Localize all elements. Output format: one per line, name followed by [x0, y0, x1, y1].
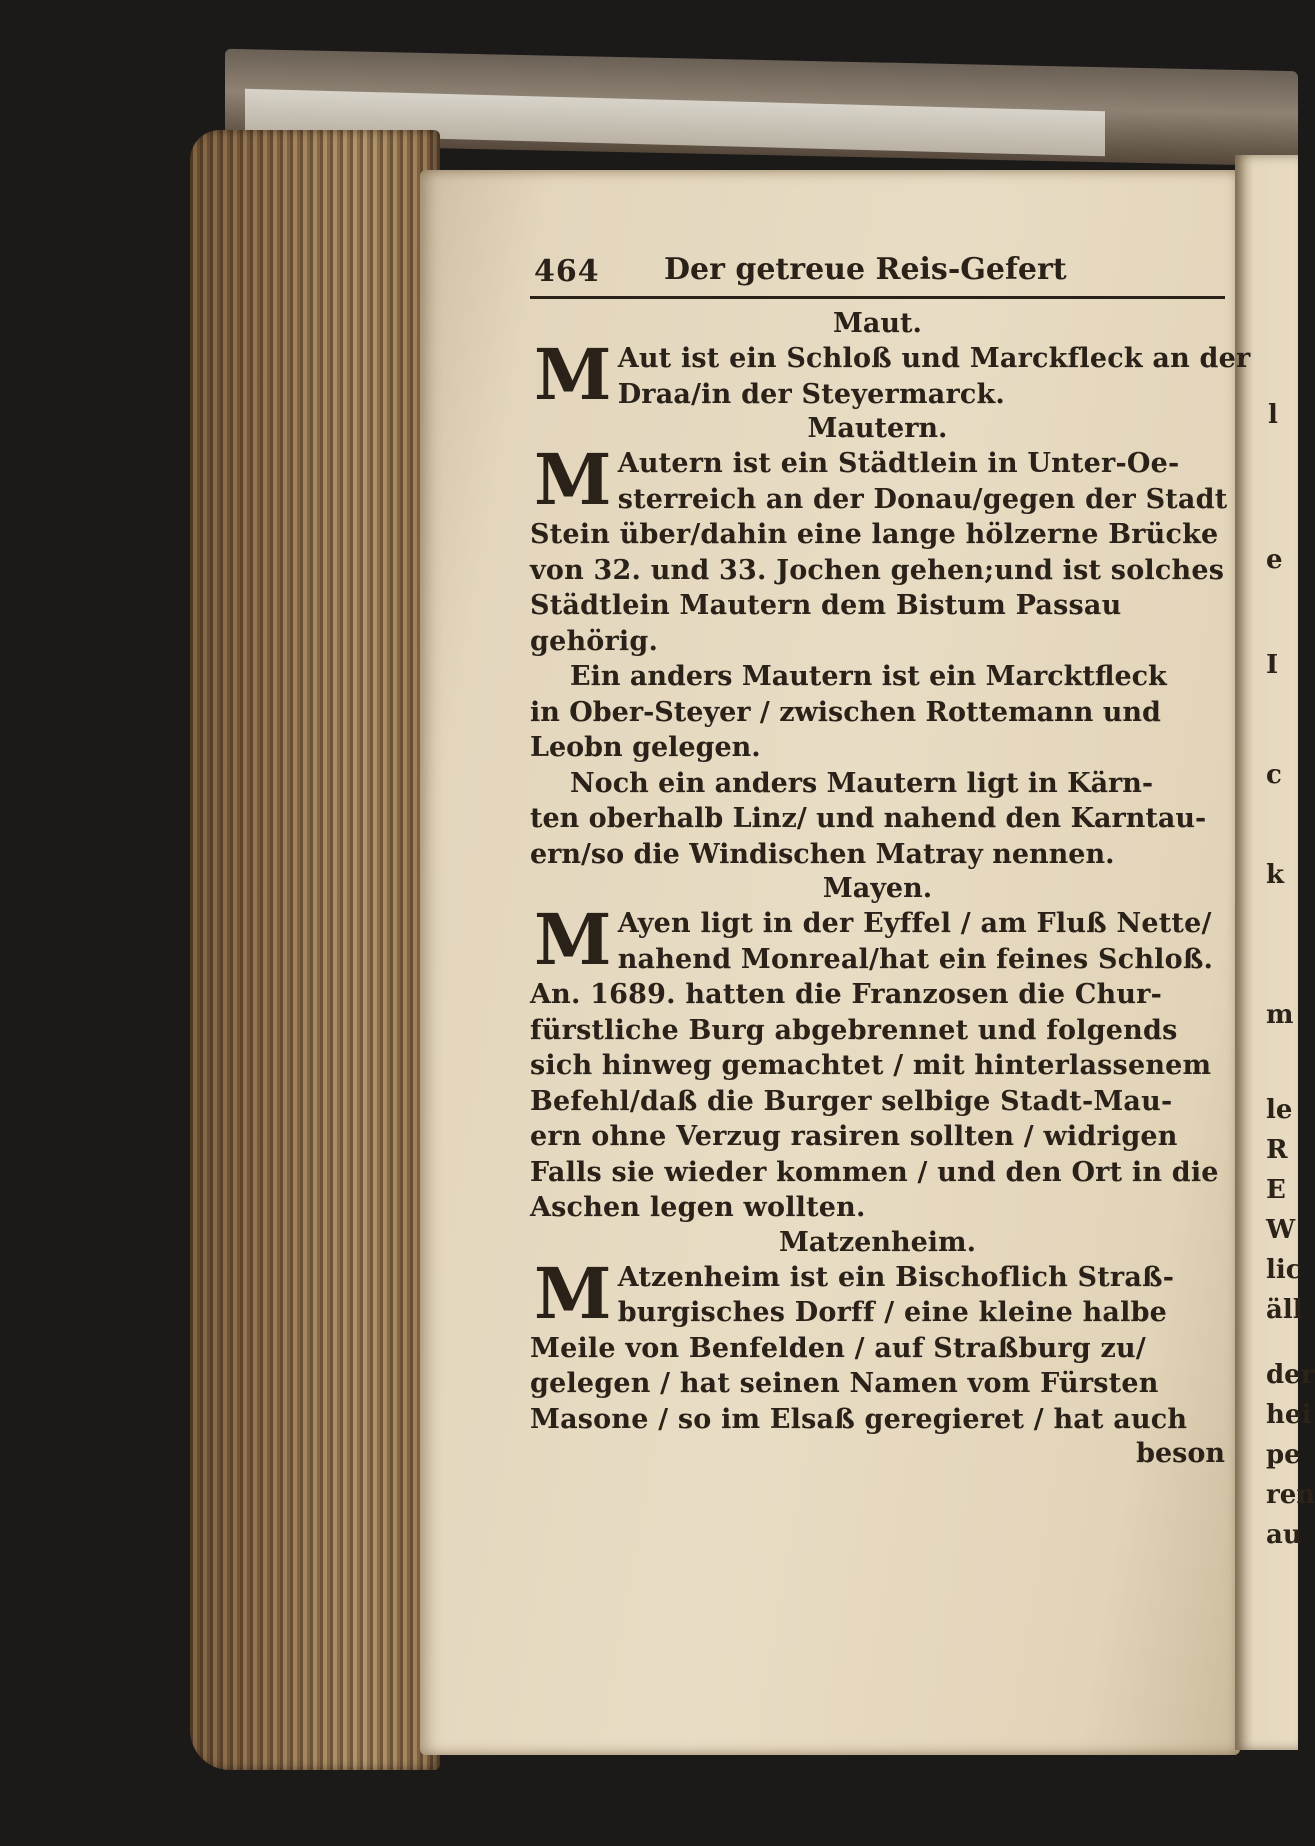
text-line: Städtlein Mautern dem Bistum Passau [530, 590, 1122, 621]
entry-mautern [530, 438, 1228, 659]
text-line: Falls sie wieder kommen / und den Ort in die [530, 1156, 1219, 1188]
text-line: Aschen legen wollten. [530, 1192, 866, 1223]
text-line: sterreich an der Donau/gegen der Stadt [617, 483, 1228, 515]
running-title: Der getreue Reis-Gefert [664, 252, 1067, 287]
drop-cap: M [534, 1251, 612, 1335]
text-line: Masone / so im Elsaß geregieret / hat auch [530, 1403, 1188, 1435]
entry-mayen [530, 898, 1225, 1226]
drop-cap: M [534, 898, 612, 981]
text-line: burgisches Dorff / eine kleine halbe [617, 1297, 1168, 1328]
text-line: von 32. und 33. Jochen gehen;und ist solches [530, 554, 1225, 586]
text-line: fürstliche Burg abgebrennet und folgends [530, 1014, 1178, 1046]
text-line: Meile von Benfelden / auf Straßburg zu/ [530, 1332, 1146, 1364]
text-line: sich hinweg gemachtet / mit hinterlassenem [530, 1050, 1212, 1081]
facing-fragment: au [1266, 1520, 1302, 1550]
entry-matzenheim [530, 1251, 1225, 1438]
text-line: ern ohne Verzug rasiren sollten / widrigen [530, 1121, 1178, 1152]
drop-cap: M [534, 438, 612, 521]
facing-fragment: pe [1266, 1440, 1301, 1470]
text-line: Noch ein anders Mautern ligt in Kärn- [570, 767, 1154, 799]
entry-heading: Matzenheim. [778, 1226, 977, 1258]
page-edges [190, 130, 440, 1770]
facing-fragment: le [1266, 1095, 1293, 1125]
entry-heading: Maut. [833, 308, 922, 339]
text-line: Atzenheim ist ein Bischoflich Straß- [617, 1261, 1175, 1293]
facing-fragment: W [1266, 1215, 1296, 1245]
running-head [530, 252, 1225, 299]
catchword: beson [1136, 1438, 1225, 1469]
facing-fragment: k [1266, 860, 1285, 890]
facing-fragment: c [1266, 760, 1282, 790]
facing-fragment: E [1266, 1175, 1286, 1205]
page-number: 464 [534, 254, 600, 289]
text-line: Stein über/dahin eine lange hölzerne Brücke [530, 519, 1219, 550]
facing-fragment: I [1266, 650, 1279, 680]
text-line: Draa/in der Steyermarck. [617, 378, 1006, 410]
entry-heading: Mautern. [807, 413, 948, 444]
text-line: An. 1689. hatten die Franzosen die Chur- [530, 979, 1163, 1010]
facing-fragment: äll [1266, 1295, 1303, 1325]
facing-fragment: l [1268, 400, 1278, 430]
facing-fragment: ren [1266, 1480, 1315, 1510]
entry-maut [530, 333, 1251, 416]
entry-heading: Mayen. [822, 873, 933, 904]
text-line: ern/so die Windischen Matray nennen. [530, 838, 1115, 870]
facing-fragment: hei [1266, 1400, 1312, 1430]
text-line: Ayen ligt in der Eyffel / am Fluß Nette/ [617, 908, 1212, 939]
facing-fragment: m [1266, 1000, 1294, 1030]
drop-cap: M [534, 333, 612, 416]
text-line: Aut ist ein Schloß und Marckfleck an der [617, 343, 1251, 374]
text-line: gehörig. [530, 625, 659, 657]
text-line: in Ober-Steyer / zwischen Rottemann und [530, 696, 1161, 728]
text-line: Ein anders Mautern ist ein Marcktfleck [570, 661, 1167, 692]
facing-fragment: e [1266, 545, 1283, 575]
page-text [530, 252, 1251, 1471]
paragraph [530, 659, 1225, 766]
text-line: Leobn gelegen. [530, 732, 761, 763]
text-line: Autern ist ein Städtlein in Unter-Oe- [617, 448, 1180, 479]
text-line: gelegen / hat seinen Namen vom Fürsten [530, 1368, 1159, 1399]
facing-fragment: R [1266, 1135, 1288, 1165]
facing-fragment: der [1266, 1360, 1315, 1390]
text-line: nahend Monreal/hat ein feines Schloß. [617, 943, 1214, 975]
facing-fragment: lic [1266, 1255, 1302, 1285]
text-line: ten oberhalb Linz/ und nahend den Karntau- [530, 803, 1207, 834]
facing-page-edge [1235, 155, 1298, 1750]
text-line: Befehl/daß die Burger selbige Stadt-Mau- [530, 1085, 1173, 1117]
paragraph [530, 766, 1225, 873]
